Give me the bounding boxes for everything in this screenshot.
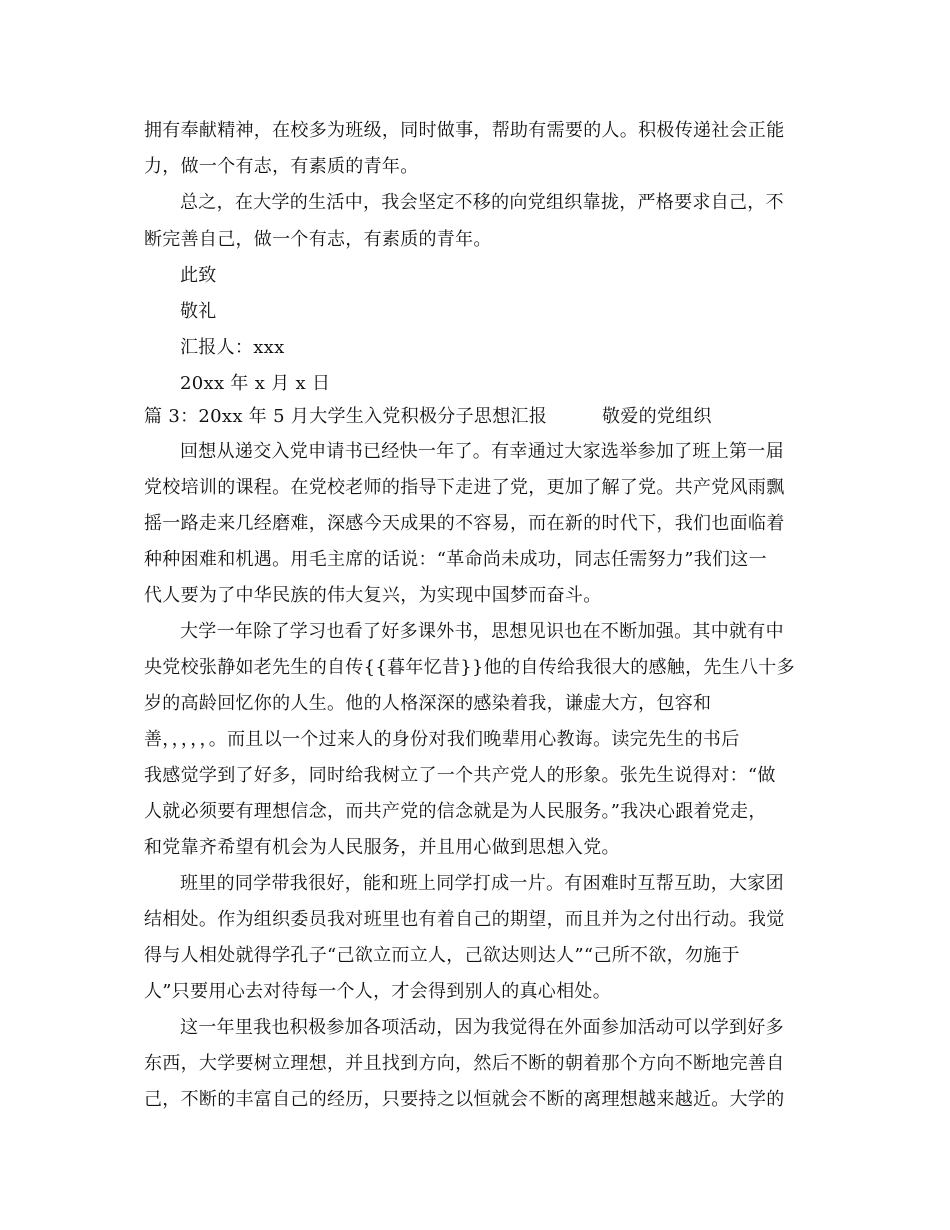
paragraph-first-line: 这一年里我也积极参加各项活动，因为我觉得在外面参加活动可以学到好多 (180, 1017, 784, 1038)
date-line: 20xx 年 x 月 x 日 (180, 373, 331, 394)
text-line: 我感觉学到了好多，同时给我树立了一个共产党人的形象。张先生说得对：“做 (144, 765, 776, 786)
text-line: 人就必须要有理想信念，而共产党的信念就是为人民服务。”我决心跟着党走， (144, 801, 767, 822)
paragraph-first-line: 班里的同学带我很好，能和班上同学打成一片。有困难时互帮互助，大家团 (180, 873, 784, 894)
text-line: 结相处。作为组织委员我对班里也有着自己的期望，而且并为之付出行动。我觉 (144, 909, 785, 930)
section-heading: 篇 3：20xx 年 5 月大学生入党积极分子思想汇报 敬爱的党组织 (144, 406, 712, 427)
text-line: 代人要为了中华民族的伟大复兴，为实现中国梦而奋斗。 (144, 585, 602, 606)
paragraph-first-line: 大学一年除了学习也看了好多课外书，思想见识也在不断加强。其中就有中 (180, 621, 784, 642)
text-line: 拥有奉献精神，在校多为班级，同时做事，帮助有需要的人。积极传递社会正能 (144, 120, 785, 141)
text-line: 力，做一个有志，有素质的青年。 (144, 156, 419, 177)
text-line: 种种困难和机遇。用毛主席的话说：“革命尚未成功，同志任需努力”我们这一 (144, 549, 767, 570)
text-line: 东西，大学要树立理想，并且找到方向，然后不断的朝着那个方向不断地完善自 (144, 1053, 785, 1074)
paragraph-first-line: 总之，在大学的生活中，我会坚定不移的向党组织靠拢，严格要求自己，不 (180, 192, 784, 213)
salutation: 此致 (180, 265, 217, 286)
text-line: 善，，，，，。而且以一个过来人的身份对我们晚辈用心教诲。读完先生的书后 (144, 729, 740, 750)
text-line: 央党校张静如老先生的自传{{暮年忆昔}}他的自传给我很大的感触，先生八十多 (144, 657, 795, 678)
text-line: 断完善自己，做一个有志，有素质的青年。 (144, 229, 492, 250)
text-line: 摇一路走来几经磨难，深感今天成果的不容易，而在新的时代下，我们也面临着 (144, 513, 785, 534)
text-line: 和党靠齐希望有机会为人民服务，并且用心做到思想入党。 (144, 837, 620, 858)
reporter-line: 汇报人：xxx (180, 337, 285, 358)
text-line: 己，不断的丰富自己的经历，只要持之以恒就会不断的离理想越来越近。大学的 (144, 1089, 785, 1110)
text-line: 岁的高龄回忆你的人生。他的人格深深的感染着我，谦虚大方，包容和 (144, 693, 712, 714)
text-line: 得与人相处就得学孔子“己欲立而立人，己欲达则达人”“己所不欲，勿施于 (144, 945, 740, 966)
text-line: 党校培训的课程。在党校老师的指导下走进了党，更加了解了党。共产党风雨飘 (144, 477, 785, 498)
closing: 敬礼 (180, 301, 217, 322)
paragraph-first-line: 回想从递交入党申请书已经快一年了。有幸通过大家选举参加了班上第一届 (180, 441, 784, 462)
text-line: 人”只要用心去对待每一个人，才会得到别人的真心相处。 (144, 981, 611, 1002)
